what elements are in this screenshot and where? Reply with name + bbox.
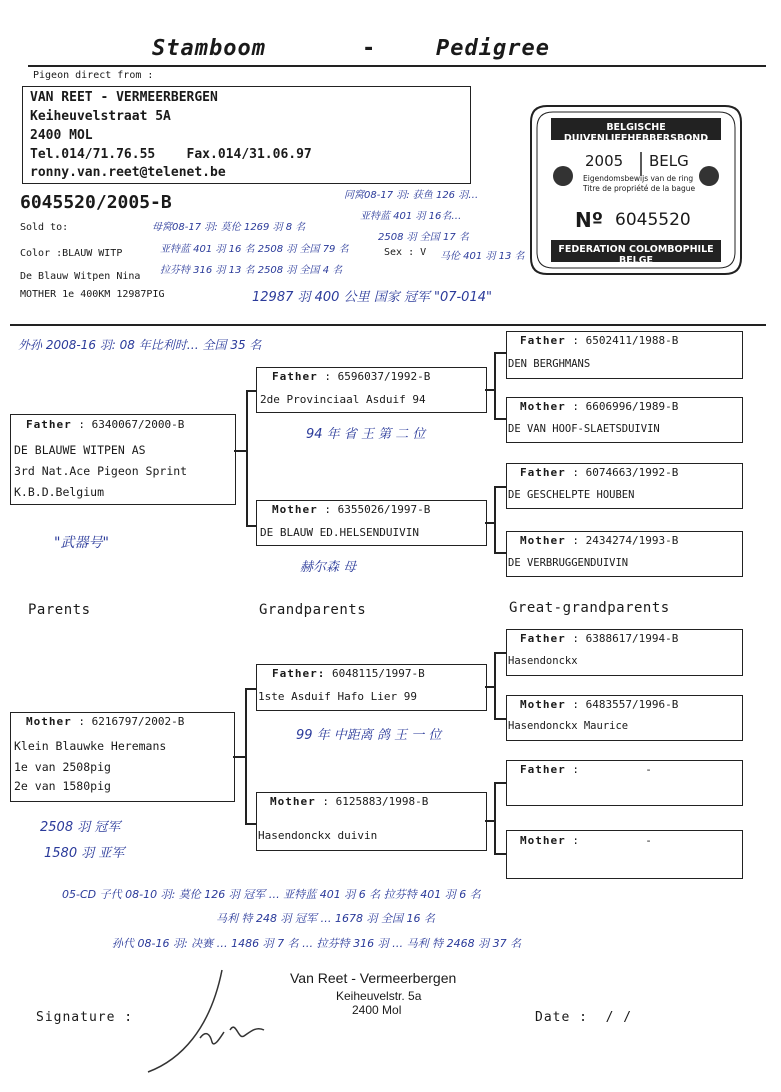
- ggp-8-ring: : -: [572, 834, 652, 847]
- connector: [494, 486, 496, 553]
- gp-mm-ring: : 6125883/1998-B: [322, 795, 429, 808]
- ggp-7-ring: : -: [572, 763, 652, 776]
- handwritten-note-dam-2: 亚特蓝 401 羽 16 名 2508 羽 全国 79 名: [160, 244, 349, 255]
- connector: [494, 352, 506, 354]
- gp-mf-desc: 1ste Asduif Hafo Lier 99: [258, 690, 417, 703]
- ggp-5-header: [520, 632, 678, 645]
- sex: Sex : V: [384, 247, 427, 258]
- seal-caption-1: Eigendomsbewijs van de ring: [583, 174, 694, 183]
- handwritten-note-weapon: "武器号": [54, 535, 109, 551]
- seal-bottom-text: FEDERATION COLOMBOPHILE BELGE: [558, 244, 714, 266]
- stamp-name: Van Reet - Vermeerbergen: [290, 970, 457, 986]
- ggp-4-header: [520, 534, 678, 547]
- connector: [494, 652, 506, 654]
- handwritten-note-dam-1: 母窝08-17 羽: 莫伦 1269 羽 8 名: [152, 222, 306, 233]
- divider-rule: [10, 324, 766, 326]
- title-dash: -: [362, 36, 376, 61]
- connector: [494, 782, 496, 854]
- handwritten-note-offspring-2: 马利 特 248 羽 冠军 … 1678 羽 全国 16 名: [216, 912, 435, 925]
- gp-fm-label: Mother: [272, 503, 318, 516]
- mother-note: MOTHER 1e 400KM 12987PIG: [20, 289, 165, 300]
- connector: [494, 552, 506, 554]
- breeder-email: ronny.van.reet@telenet.be: [30, 165, 226, 180]
- ggp-1-header: [520, 334, 678, 347]
- connector: [246, 390, 248, 526]
- breeder-tel: Tel.014/71.76.55 Fax.014/31.06.97: [30, 147, 312, 162]
- section-parents: Parents: [28, 602, 91, 618]
- father-ring: : 6340067/2000-B: [78, 418, 185, 431]
- gp-mm-desc: Hasendonckx duivin: [258, 829, 378, 842]
- stamp-street: Keiheuvelstr. 5a: [336, 989, 422, 1003]
- ggp-6-desc: Hasendonckx Maurice: [508, 720, 629, 732]
- handwritten-note-provincial: 94 年 省 王 第 二 位: [306, 427, 426, 442]
- father-header: [26, 418, 184, 431]
- ggp-3-label: Father: [520, 466, 566, 479]
- color: Color :BLAUW WITP: [20, 248, 123, 259]
- handwritten-note-helsen: 赫尔森 母: [300, 560, 357, 575]
- connector: [494, 486, 506, 488]
- handwritten-note-sibling-2: 亚特蓝 401 羽 16名…: [360, 211, 462, 222]
- ring-number: 6045520/2005-B: [20, 192, 172, 213]
- title-left: Stamboom: [152, 36, 266, 61]
- title-right: Pedigree: [436, 36, 550, 61]
- section-great-grandparents: Great-grandparents: [509, 600, 670, 616]
- gp-ff-header: [272, 370, 430, 383]
- pigeon-name: De Blauw Witpen Nina: [20, 271, 141, 282]
- stamp-city: 2400 Mol: [352, 1003, 402, 1017]
- ggp-7-header: [520, 763, 652, 776]
- seal-top-text: BELGISCHE DUIVENLIEFHEBBERSBOND: [563, 122, 709, 144]
- ggp-1-ring: : 6502411/1988-B: [572, 334, 679, 347]
- ggp-6-header: [520, 698, 678, 711]
- section-grandparents: Grandparents: [259, 602, 367, 618]
- gp-mm-label: Mother: [270, 795, 316, 808]
- connector: [494, 853, 506, 855]
- ggp-3-ring: : 6074663/1992-B: [572, 466, 679, 479]
- father-line-1: DE BLAUWE WITPEN AS: [14, 443, 146, 457]
- connector: [494, 352, 496, 419]
- ggp-2-desc: DE VAN HOOF-SLAETSDUIVIN: [508, 423, 660, 435]
- father-line-3: K.B.D.Belgium: [14, 485, 105, 499]
- seal-country: BELG: [649, 152, 689, 170]
- connector: [234, 450, 246, 452]
- handwritten-signature: [140, 960, 290, 1080]
- seal-year: 2005: [585, 152, 624, 170]
- ggp-5-desc: Hasendonckx: [508, 655, 578, 667]
- gp-mm-header: [270, 795, 428, 808]
- father-label: Father: [26, 418, 72, 431]
- gp-fm-desc: DE BLAUW ED.HELSENDUIVIN: [260, 526, 419, 539]
- seal-caption-2: Titre de propriété de la bague: [583, 184, 696, 193]
- gp-mf-ring: 6048115/1997-B: [331, 667, 425, 680]
- ggp-1-desc: DEN BERGHMANS: [508, 358, 591, 370]
- father-line-2: 3rd Nat.Ace Pigeon Sprint: [14, 464, 188, 478]
- ggp-1-label: Father: [520, 334, 566, 347]
- handwritten-note-sibling-3: 2508 羽 全国 17 名: [378, 232, 469, 243]
- sold-to: Sold to:: [20, 222, 69, 233]
- handwritten-note-sibling-1: 同窝08-17 羽: 获鱼 126 羽…: [344, 190, 479, 201]
- gp-ff-label: Father: [272, 370, 318, 383]
- ggp-5-ring: : 6388617/1994-B: [572, 632, 679, 645]
- connector: [494, 652, 496, 719]
- ggp-3-header: [520, 466, 678, 479]
- mother-label: Mother: [26, 715, 72, 728]
- ggp-2-ring: : 6606996/1989-B: [572, 400, 679, 413]
- mother-line-2: 1e van 2508pig: [14, 760, 111, 774]
- title-rule: [28, 65, 766, 67]
- mother-line-3: 2e van 1580pig: [14, 779, 111, 793]
- breeder-name: VAN REET - VERMEERBERGEN: [30, 90, 218, 105]
- breeder-street: Keiheuvelstraat 5A: [30, 109, 171, 124]
- seal-no-value: 6045520: [615, 210, 691, 230]
- gp-ff-ring: : 6596037/1992-B: [324, 370, 431, 383]
- gp-fm-header: [272, 503, 430, 516]
- ring-certificate-seal: [529, 104, 743, 276]
- mother-header: [26, 715, 184, 728]
- breeder-intro: Pigeon direct from :: [33, 70, 154, 81]
- gp-fm-ring: : 6355026/1997-B: [324, 503, 431, 516]
- handwritten-note-grandchild: 外孙 2008-16 羽: 08 年比利时… 全国 35 名: [18, 338, 262, 352]
- connector: [494, 718, 506, 720]
- ggp-8-label: Mother: [520, 834, 566, 847]
- handwritten-note-offspring-1: 05-CD 子代 08-10 羽: 莫伦 126 羽 冠军 … 亚特蓝 401 羽 6 名 拉芬特 401 羽 6 名: [62, 888, 481, 901]
- handwritten-note-sex: 马伦 401 羽 13 名: [440, 251, 525, 262]
- date-label: Date : / /: [535, 1010, 633, 1025]
- connector: [494, 782, 506, 784]
- connector: [494, 418, 506, 420]
- gp-mf-label: Father:: [272, 667, 326, 680]
- handwritten-note-offspring-3: 孙代 08-16 羽: 决赛 … 1486 羽 7 名 … 拉芬特 316 羽 … 马利 特 2468 羽 37 名: [112, 937, 522, 950]
- ggp-4-label: Mother: [520, 534, 566, 547]
- ggp-6-ring: : 6483557/1996-B: [572, 698, 679, 711]
- seal-no-label: Nº: [575, 208, 604, 232]
- gp-ff-desc: 2de Provinciaal Asduif 94: [260, 393, 426, 406]
- handwritten-note-hafo: 99 年 中距离 鸽 王 一 位: [296, 728, 442, 743]
- handwritten-note-dam-3: 拉芬特 316 羽 13 名 2508 羽 全国 4 名: [160, 265, 343, 276]
- ggp-4-ring: : 2434274/1993-B: [572, 534, 679, 547]
- handwritten-note-mother: 12987 羽 400 公里 国家 冠军 "07-014": [252, 290, 492, 305]
- handwritten-note-1580: 1580 羽 亚军: [44, 846, 125, 861]
- ggp-6-label: Mother: [520, 698, 566, 711]
- handwritten-note-2508: 2508 羽 冠军: [40, 820, 121, 835]
- ggp-8-header: [520, 834, 652, 847]
- mother-ring: : 6216797/2002-B: [78, 715, 185, 728]
- ggp-3-desc: DE GESCHELPTE HOUBEN: [508, 489, 635, 501]
- ggp-2-label: Mother: [520, 400, 566, 413]
- signature-label: Signature :: [36, 1010, 134, 1025]
- breeder-city: 2400 MOL: [30, 128, 93, 143]
- ggp-7-label: Father: [520, 763, 566, 776]
- ggp-2-header: [520, 400, 678, 413]
- connector: [245, 688, 247, 824]
- mother-line-1: Klein Blauwke Heremans: [14, 739, 167, 753]
- gp-mf-header: [272, 667, 425, 680]
- ggp-5-label: Father: [520, 632, 566, 645]
- ggp-4-desc: DE VERBRUGGENDUIVIN: [508, 557, 629, 569]
